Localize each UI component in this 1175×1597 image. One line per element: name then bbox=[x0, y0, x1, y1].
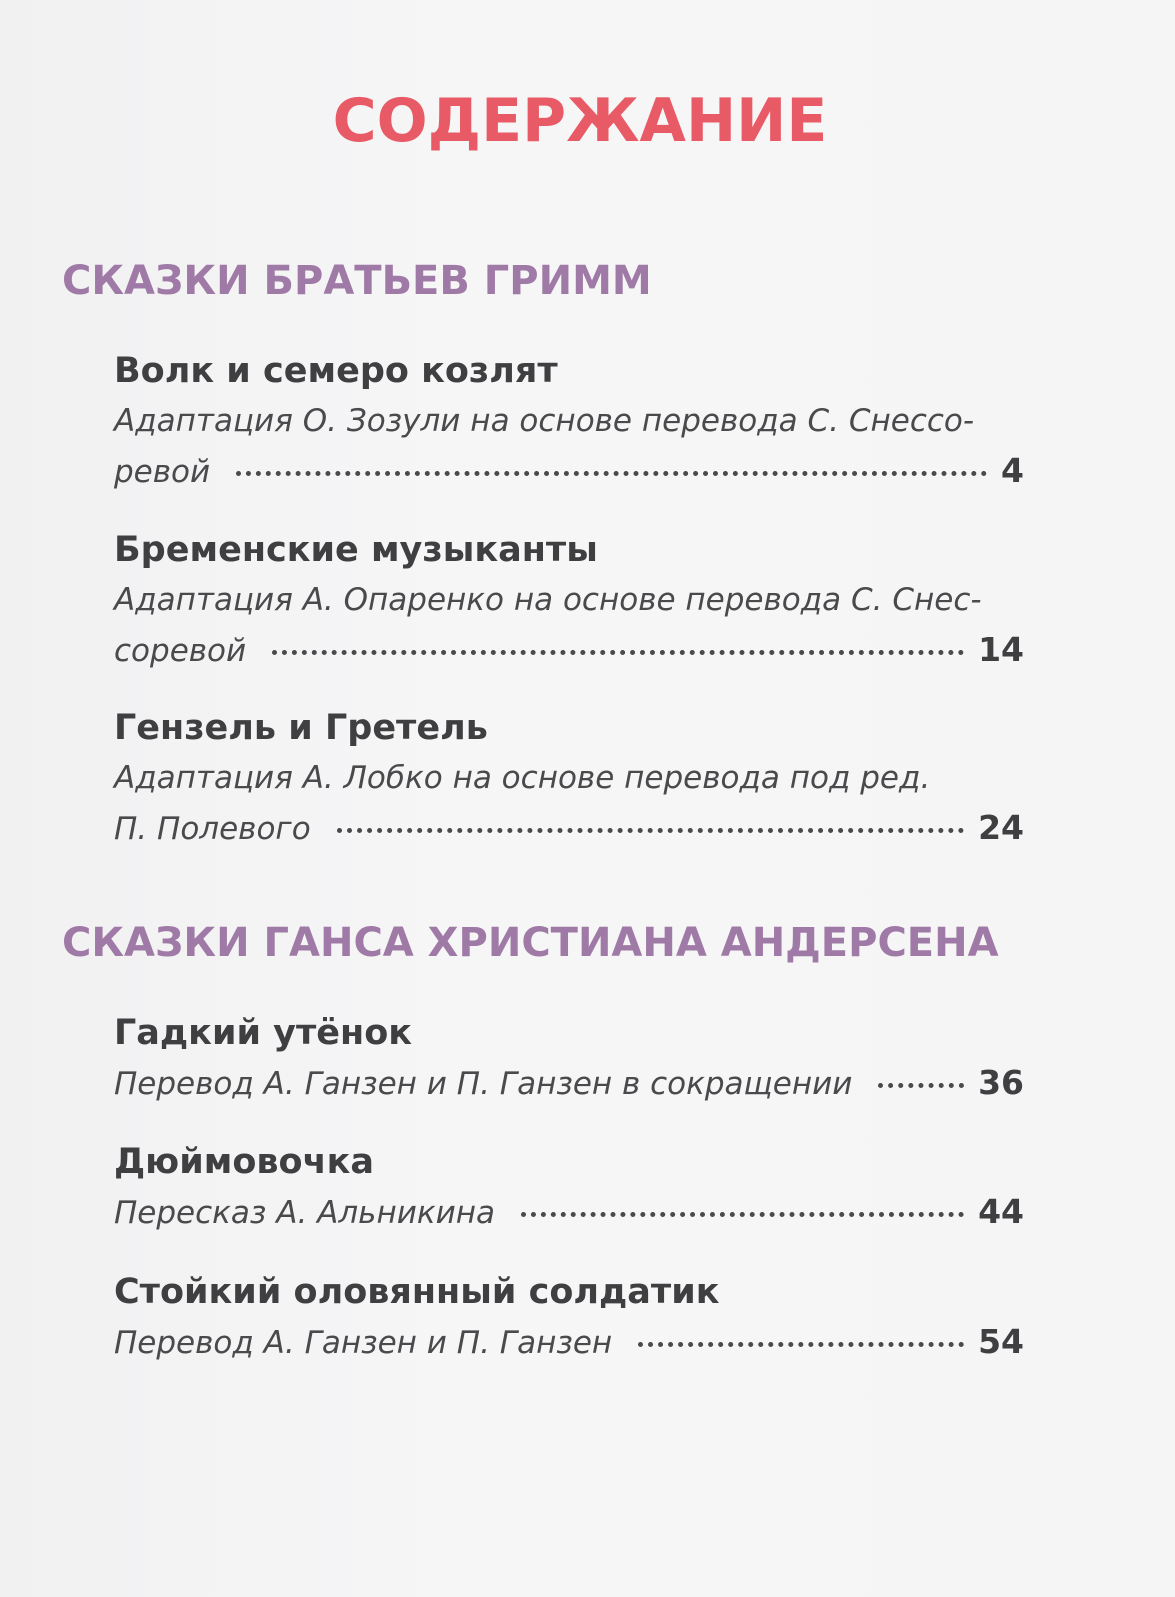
entry-credit-line: Адаптация О. Зозули на основе перевода С. Снессо- bbox=[114, 403, 975, 439]
page-number: 24 bbox=[978, 808, 1024, 847]
entry-credit-line: Адаптация А. Опаренко на основе перевода С. Снес- bbox=[114, 582, 982, 618]
entry-credit-row bbox=[114, 446, 1024, 496]
page-title: СОДЕРЖАНИЕ bbox=[332, 86, 828, 156]
dot-leader bbox=[521, 1212, 964, 1217]
entry-title: Волк и семеро козлят bbox=[114, 351, 558, 391]
entry-credit-line: Адаптация А. Лобко на основе перевода под ред. bbox=[114, 760, 931, 796]
toc-entry[interactable] bbox=[114, 703, 1024, 853]
entry-credit-end: Пересказ А. Альникина bbox=[114, 1195, 495, 1231]
dot-leader bbox=[638, 1342, 964, 1347]
toc-entry[interactable] bbox=[114, 1008, 1024, 1108]
page-number: 36 bbox=[978, 1063, 1024, 1102]
entry-title: Стойкий оловянный солдатик bbox=[114, 1272, 720, 1312]
entry-credit-row bbox=[114, 1058, 1024, 1108]
toc-entry[interactable] bbox=[114, 1137, 1024, 1237]
entry-title: Дюймовочка bbox=[114, 1142, 374, 1182]
entry-credit-end: Перевод А. Ганзен и П. Ганзен bbox=[114, 1325, 613, 1361]
entry-credit-end: соревой bbox=[114, 633, 247, 669]
dot-leader bbox=[272, 650, 964, 655]
entry-credit-end: П. Полевого bbox=[114, 811, 311, 847]
entry-credit-end: Перевод А. Ганзен и П. Ганзен в сокращении bbox=[114, 1066, 853, 1102]
section-title-andersen: СКАЗКИ ГАНСА ХРИСТИАНА АНДЕРСЕНА bbox=[62, 920, 999, 966]
section-title-grimm: СКАЗКИ БРАТЬЕВ ГРИММ bbox=[62, 258, 652, 304]
page-number: 14 bbox=[978, 630, 1024, 669]
page-number: 54 bbox=[978, 1322, 1024, 1361]
entry-credit-end: ревой bbox=[114, 454, 211, 490]
entry-title: Бременские музыканты bbox=[114, 530, 598, 570]
entry-title: Гадкий утёнок bbox=[114, 1013, 412, 1053]
entry-credit-row bbox=[114, 803, 1024, 853]
page-number: 4 bbox=[1001, 451, 1024, 490]
entry-credit-row bbox=[114, 1317, 1024, 1367]
entry-title: Гензель и Гретель bbox=[114, 708, 488, 748]
entry-credit-row bbox=[114, 625, 1024, 675]
page-number: 44 bbox=[978, 1192, 1024, 1231]
toc-entry[interactable] bbox=[114, 525, 1024, 675]
entry-credit-row bbox=[114, 1187, 1024, 1237]
dot-leader bbox=[878, 1083, 964, 1088]
toc-entry[interactable] bbox=[114, 346, 1024, 496]
toc-entry[interactable] bbox=[114, 1267, 1024, 1367]
dot-leader bbox=[236, 471, 987, 476]
dot-leader bbox=[337, 828, 964, 833]
